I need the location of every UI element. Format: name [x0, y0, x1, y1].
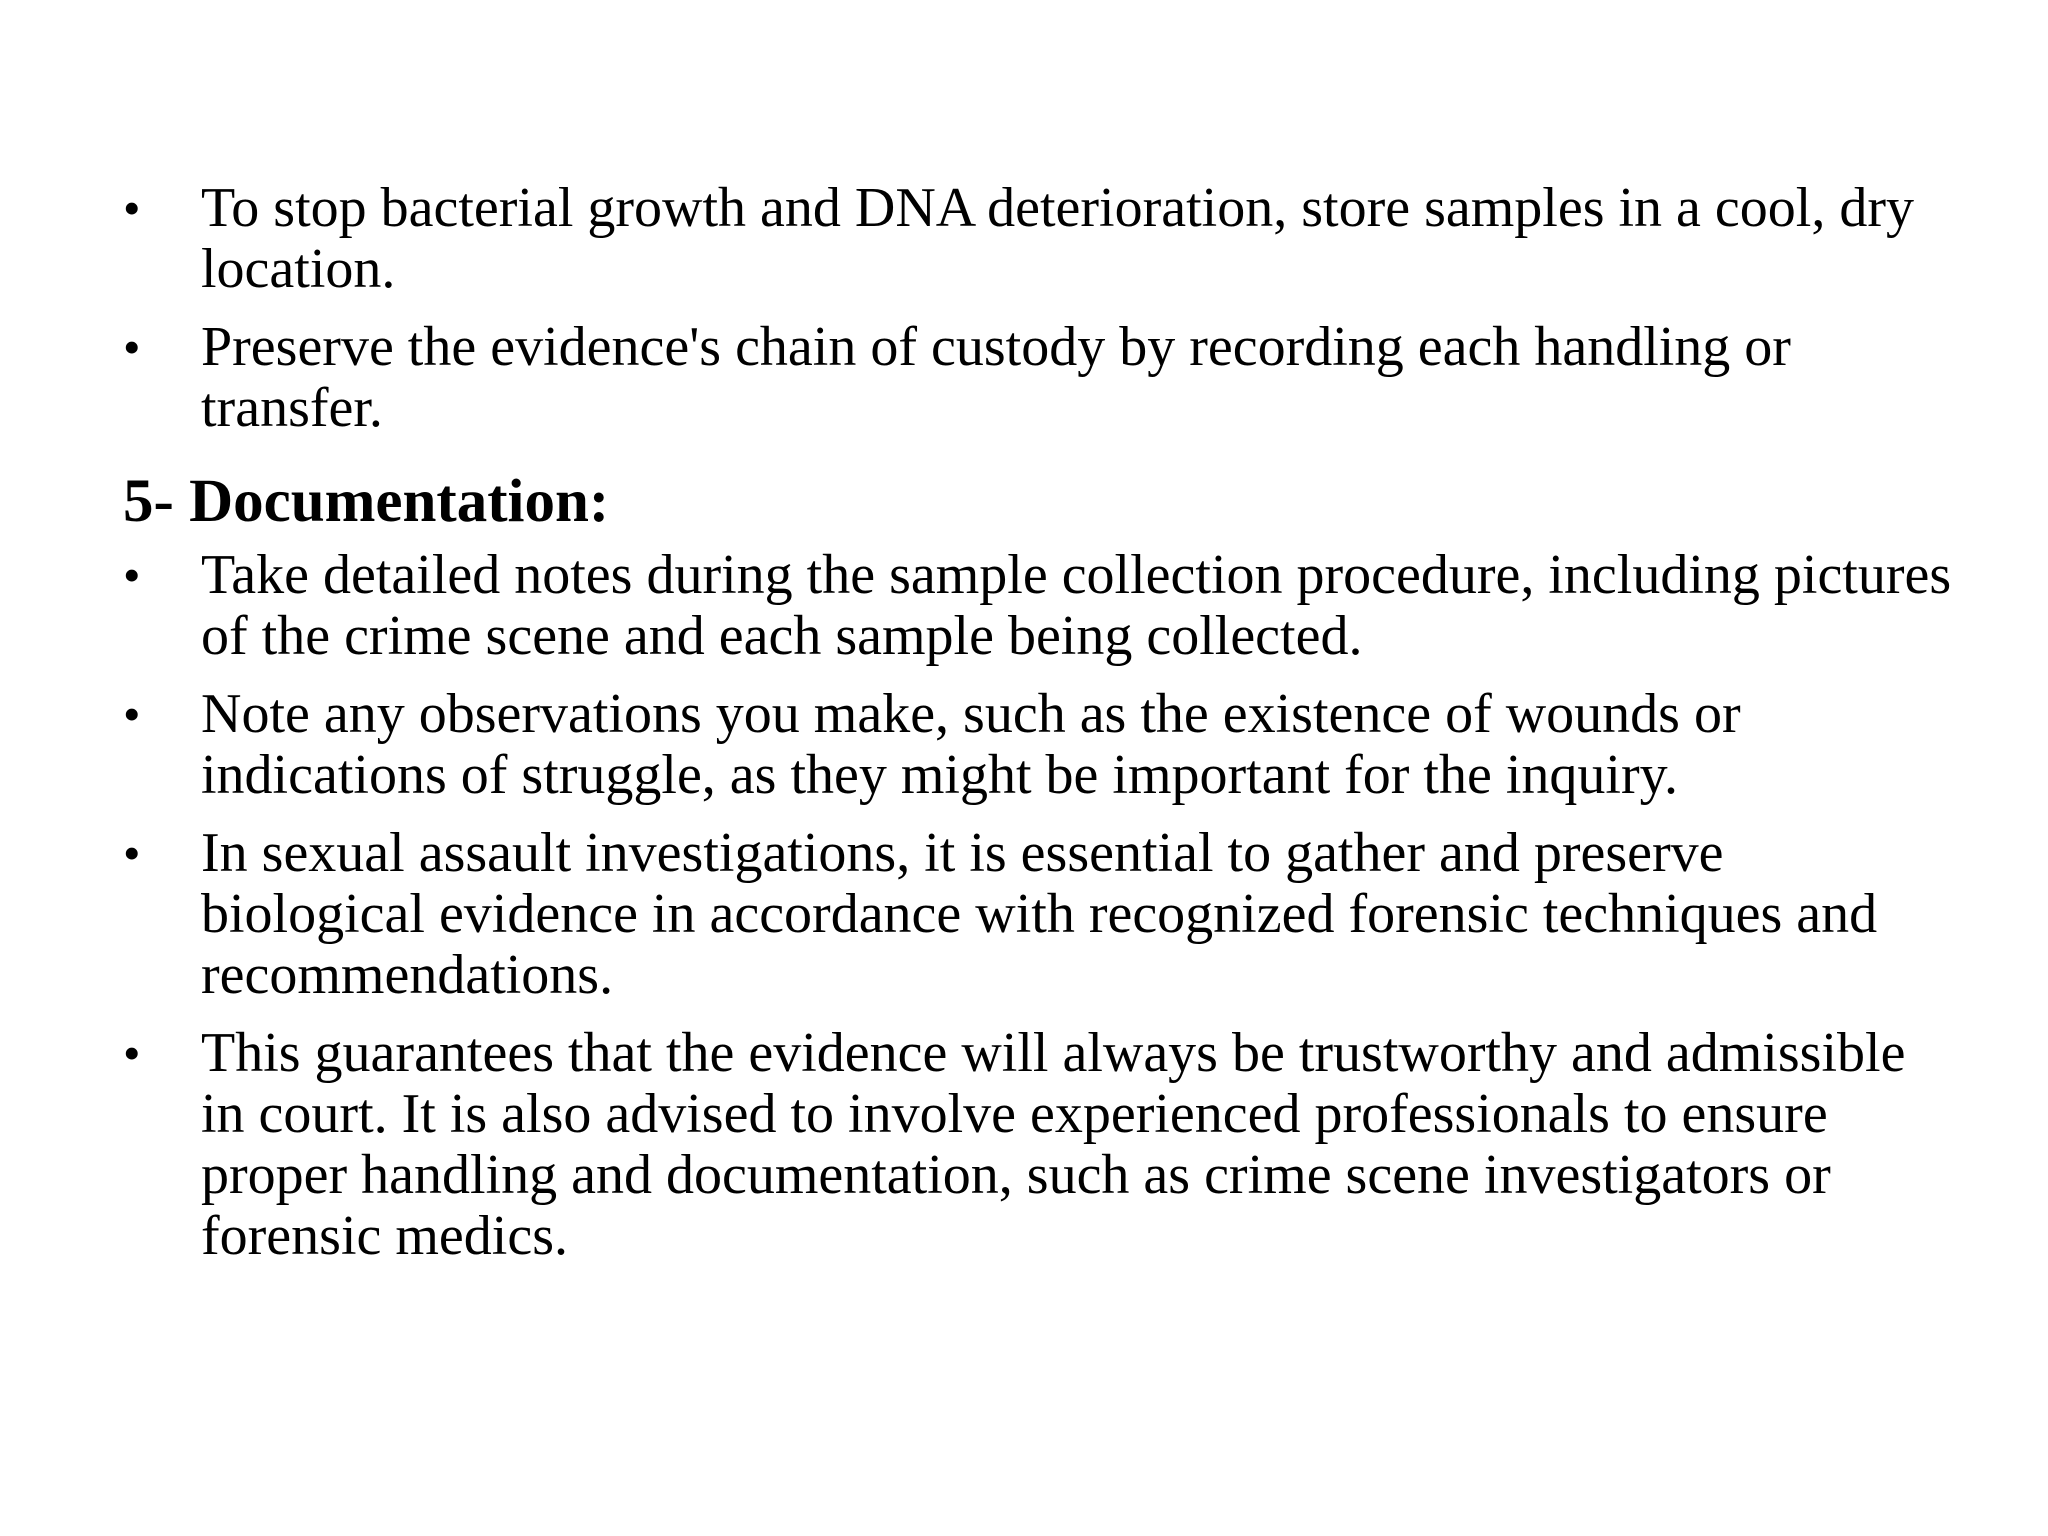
- list-item-text: Note any observations you make, such as the existence of wounds or indications of struggle, as they might be important for the inquiry.: [201, 683, 1741, 806]
- list-item: [123, 823, 1953, 1006]
- bullet-icon: •: [123, 825, 141, 881]
- list-item: [123, 317, 1953, 439]
- bullet-icon: •: [123, 547, 141, 603]
- storage-bullet-list: [123, 178, 1953, 439]
- documentation-bullet-list: [123, 545, 1953, 1267]
- bullet-icon: •: [123, 319, 141, 375]
- list-item-text: Preserve the evidence's chain of custody by recording each handling or transfer.: [201, 316, 1791, 439]
- bullet-icon: •: [123, 686, 141, 742]
- list-item: [123, 178, 1953, 300]
- list-item-text: Take detailed notes during the sample collection procedure, including pictures of the crime scene and each sample being collected.: [201, 544, 1952, 667]
- bullet-icon: •: [123, 180, 141, 236]
- slide-content: [123, 178, 1953, 1284]
- section-heading: 5- Documentation:: [123, 468, 610, 535]
- list-item-text: This guarantees that the evidence will always be trustworthy and admissible in court. It is also advised to involve experienced professionals to ensure proper handling and documentation, such as crime scene investigators or forensic medics.: [201, 1022, 1906, 1267]
- list-item: [123, 684, 1953, 806]
- list-item: [123, 545, 1953, 667]
- bullet-icon: •: [123, 1025, 141, 1081]
- list-item-text: To stop bacterial growth and DNA deterioration, store samples in a cool, dry location.: [201, 177, 1914, 300]
- list-item-text: In sexual assault investigations, it is essential to gather and preserve biological evidence in accordance with recognized forensic techniques and recommendations.: [201, 822, 1878, 1006]
- list-item: [123, 1023, 1953, 1267]
